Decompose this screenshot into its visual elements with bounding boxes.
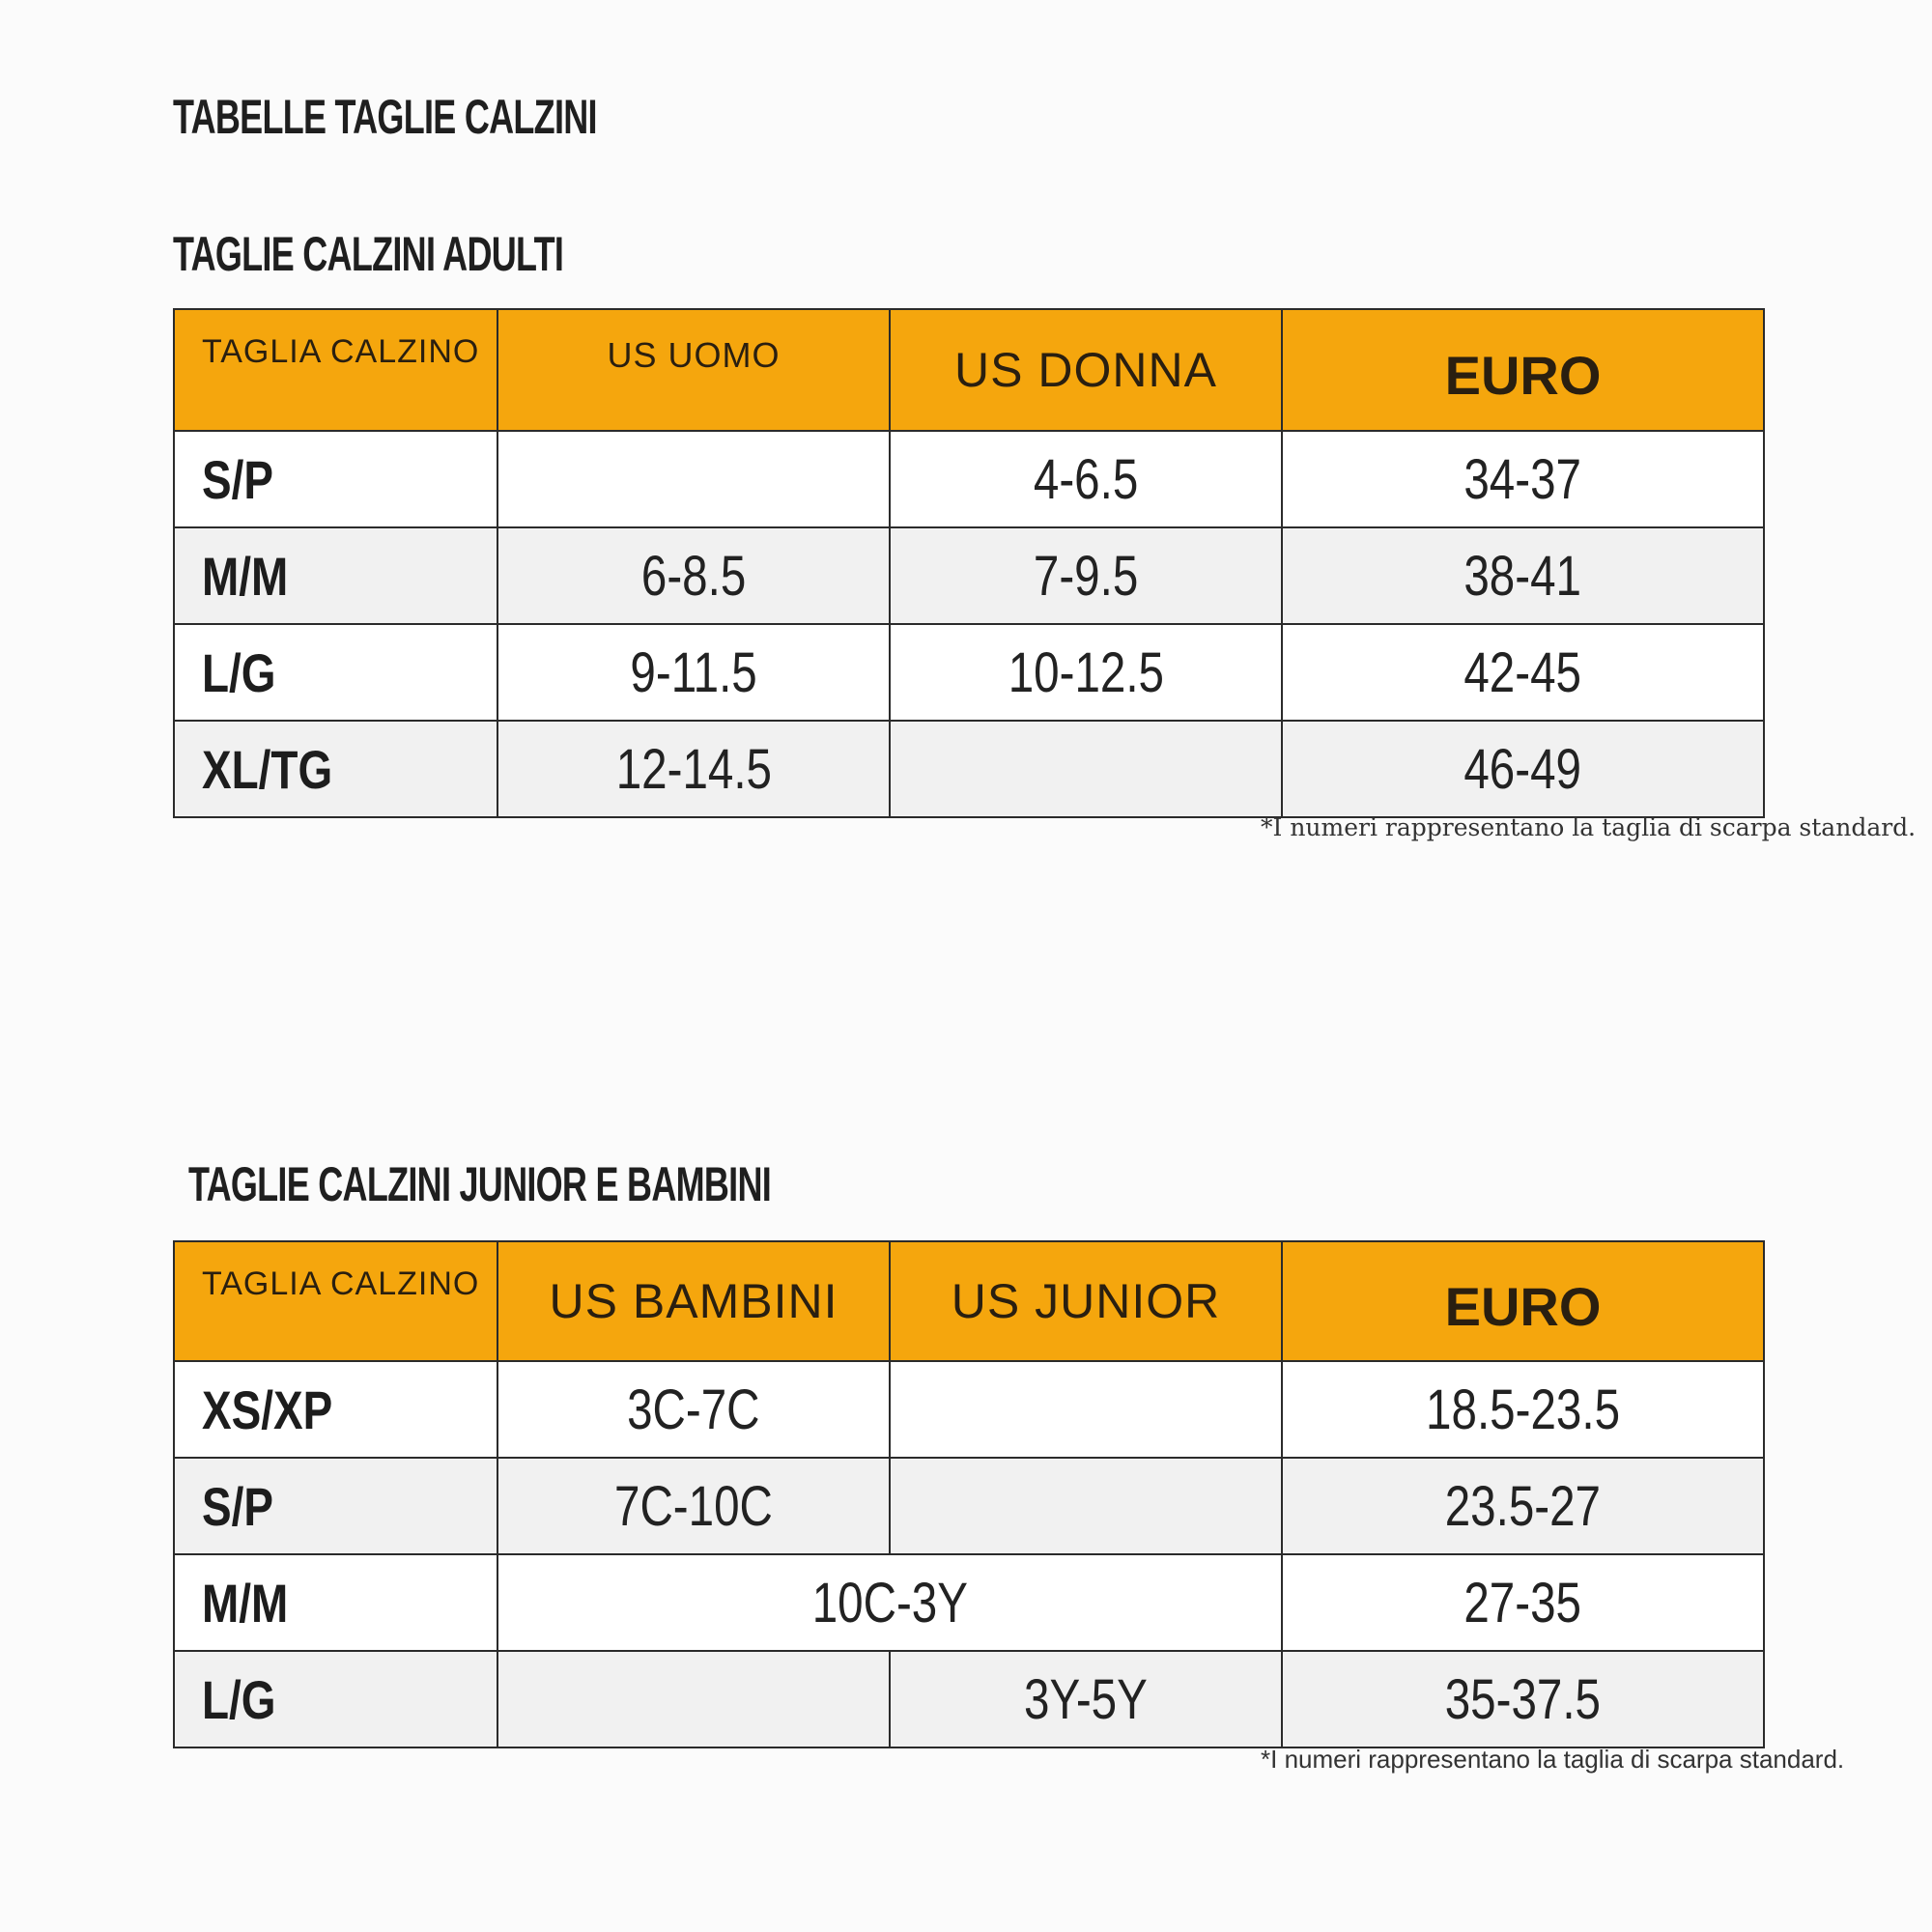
us-donna-cell: 7-9.5	[890, 527, 1282, 624]
adult-section-title: TAGLIE CALZINI ADULTI	[173, 227, 564, 281]
size-cell: L/G	[174, 624, 497, 721]
table-row	[174, 527, 1764, 624]
header-us-bambini: US BAMBINI	[497, 1241, 890, 1361]
euro-cell: 34-37	[1282, 431, 1764, 527]
header-euro: EURO	[1282, 309, 1764, 431]
us-uomo-cell: 6-8.5	[497, 527, 890, 624]
table-row	[174, 624, 1764, 721]
size-cell: M/M	[174, 1554, 497, 1651]
adult-footnote: *I numeri rappresentano la taglia di scarpa standard.	[1261, 813, 1917, 841]
table-row	[174, 431, 1764, 527]
us-bambini-cell: 7C-10C	[497, 1458, 890, 1554]
euro-cell: 46-49	[1282, 721, 1764, 817]
table-row	[174, 721, 1764, 817]
header-us-donna: US DONNA	[890, 309, 1282, 431]
header-taglia-calzino: TAGLIA CALZINO	[174, 1241, 497, 1361]
table-header-row	[174, 309, 1764, 431]
size-cell: S/P	[174, 431, 497, 527]
header-us-uomo: US UOMO	[497, 309, 890, 431]
us-junior-cell	[890, 1361, 1282, 1458]
size-cell: S/P	[174, 1458, 497, 1554]
us-uomo-cell	[497, 431, 890, 527]
header-taglia-calzino: TAGLIA CALZINO	[174, 309, 497, 431]
header-us-junior: US JUNIOR	[890, 1241, 1282, 1361]
size-cell: XL/TG	[174, 721, 497, 817]
us-junior-cell: 3Y-5Y	[890, 1651, 1282, 1747]
header-euro: EURO	[1282, 1241, 1764, 1361]
us-donna-cell: 10-12.5	[890, 624, 1282, 721]
page-title: TABELLE TAGLIE CALZINI	[173, 90, 597, 144]
euro-cell: 42-45	[1282, 624, 1764, 721]
table-row	[174, 1554, 1764, 1651]
us-bambini-cell	[497, 1651, 890, 1747]
us-donna-cell	[890, 721, 1282, 817]
size-cell: XS/XP	[174, 1361, 497, 1458]
table-row	[174, 1458, 1764, 1554]
adult-size-table	[173, 308, 1765, 818]
table-header-row	[174, 1241, 1764, 1361]
euro-cell: 38-41	[1282, 527, 1764, 624]
us-donna-cell: 4-6.5	[890, 431, 1282, 527]
euro-cell: 18.5-23.5	[1282, 1361, 1764, 1458]
junior-section-title: TAGLIE CALZINI JUNIOR E BAMBINI	[188, 1157, 772, 1211]
us-bambini-cell: 3C-7C	[497, 1361, 890, 1458]
size-cell: L/G	[174, 1651, 497, 1747]
size-cell: M/M	[174, 527, 497, 624]
euro-cell: 27-35	[1282, 1554, 1764, 1651]
junior-footnote: *I numeri rappresentano la taglia di scarpa standard.	[1261, 1745, 1845, 1774]
euro-cell: 23.5-27	[1282, 1458, 1764, 1554]
table-row	[174, 1361, 1764, 1458]
us-uomo-cell: 9-11.5	[497, 624, 890, 721]
us-junior-cell	[890, 1458, 1282, 1554]
us-uomo-cell: 12-14.5	[497, 721, 890, 817]
us-merged-cell: 10C-3Y	[497, 1554, 1282, 1651]
euro-cell: 35-37.5	[1282, 1651, 1764, 1747]
table-row	[174, 1651, 1764, 1747]
junior-size-table	[173, 1240, 1765, 1748]
